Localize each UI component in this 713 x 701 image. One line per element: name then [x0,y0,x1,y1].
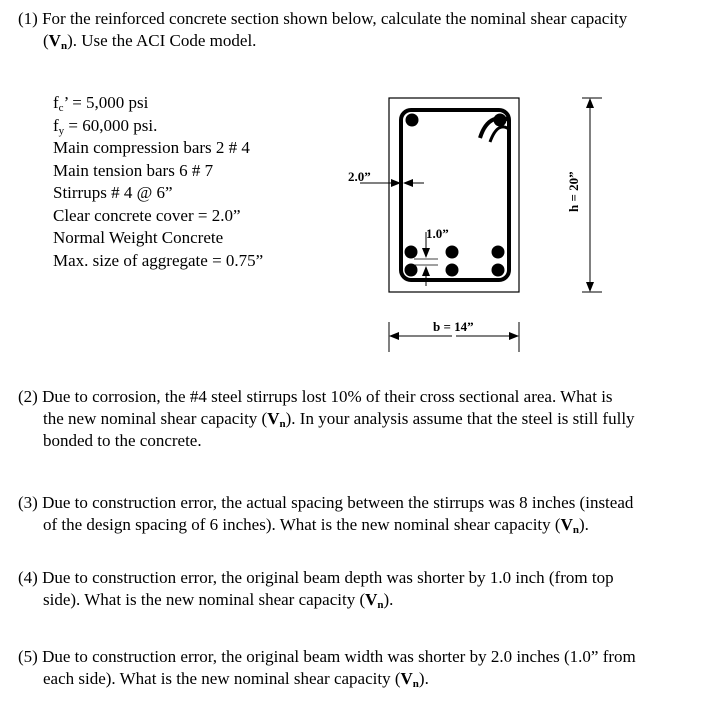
tension-bar-bottom-right [492,264,505,277]
given-fy [53,115,263,138]
beam-section-diagram [340,90,630,360]
fc-value: ’ = 5,000 psi [63,93,149,112]
height-label: h = 20” [566,171,581,212]
question-3-line-1: (3) Due to construction error, the actual spacing between the stirrups was 8 inches (instead [18,493,634,512]
question-5-text-a: each side). What is the new nominal shear capacity ( [43,669,401,688]
question-2 [18,386,708,452]
given-cover: Clear concrete cover = 2.0” [53,205,241,225]
tension-bar-top-left [405,246,418,259]
question-1 [18,8,708,52]
given-concrete-type: Normal Weight Concrete [53,228,224,247]
question-1-line-1: (1) For the reinforced concrete section shown below, calculate the nominal shear capacity [18,9,628,28]
given-tension-bars: Main tension bars 6 # 7 [53,160,214,180]
tension-bar-top-right [492,246,505,259]
question-4-line-2: side). What is the new nominal shear capacity $(V_n)$. [43,590,394,611]
question-3-line-2: of the design spacing of 6 inches). What is the new nominal shear capacity $(V_n)$. [43,515,589,536]
question-2-vn-sub: n [279,418,286,430]
question-5-text-b: ). [418,669,429,688]
question-1-line-2: $(V_n)$. Use the ACI Code model. [43,31,257,52]
question-4-text-b: ). [383,590,394,609]
fy-value: = 60,000 psi. [64,115,158,135]
question-3-vn-sub: n [572,524,579,536]
question-5-vn-sub: n [412,678,419,690]
question-2-line-1: (2) Due to corrosion, the #4 steel stirrups lost 10% of their cross sectional area. What is [18,387,613,406]
width-label: b = 14” [433,319,474,334]
fy-subscript: y [58,124,65,137]
question-3 [18,492,708,536]
question-3-text-a: of the design spacing of 6 inches). What is the new nominal shear capacity ( [43,515,561,534]
question-2-line-2: the new nominal shear capacity $(V_n)$. In your analysis assume that the steel is still fully [43,409,635,430]
tension-bar-top-middle [446,246,459,259]
question-1-vn-sub: n [60,40,68,52]
given-data-list [53,92,263,272]
question-2-text-a: the new nominal shear capacity ( [43,409,268,428]
given-compression-bars: Main compression bars 2 # 4 [53,138,250,157]
spacing-label: 1.0” [426,226,449,241]
question-4 [18,567,708,611]
fy-symbol: f [53,115,59,135]
question-2-text-b: ). In your analysis assume that the steel is still fully [285,409,635,428]
question-3-text-b: ). [578,515,589,534]
question-1-text-b: ). Use the ACI Code model. [67,31,257,50]
tension-bar-bottom-left [405,264,418,277]
compression-bar-left [406,114,419,127]
question-1-text-a: ( [43,31,49,50]
question-4-text-a: side). What is the new nominal shear capacity ( [43,590,366,609]
given-stirrups: Stirrups # 4 @ 6” [53,183,173,202]
question-4-vn-sub: n [377,599,384,611]
given-fc [53,92,263,115]
compression-bar-right [494,114,507,127]
fc-subscript: c [58,102,64,114]
question-4-line-1: (4) Due to construction error, the original beam depth was shorter by 1.0 inch (from top [18,568,614,587]
given-aggregate-size: Max. size of aggregate = 0.75” [53,250,264,270]
question-2-line-3: bonded to the concrete. [43,431,202,450]
question-5-line-1: (5) Due to construction error, the original beam width was shorter by 2.0 inches (1.0” from [18,647,636,666]
cover-label: 2.0” [348,169,371,184]
fc-symbol: f [53,93,59,112]
tension-bar-bottom-middle [446,264,459,277]
question-5 [18,646,708,690]
question-5-line-2: each side). What is the new nominal shear capacity $(V_n)$. [43,669,429,690]
